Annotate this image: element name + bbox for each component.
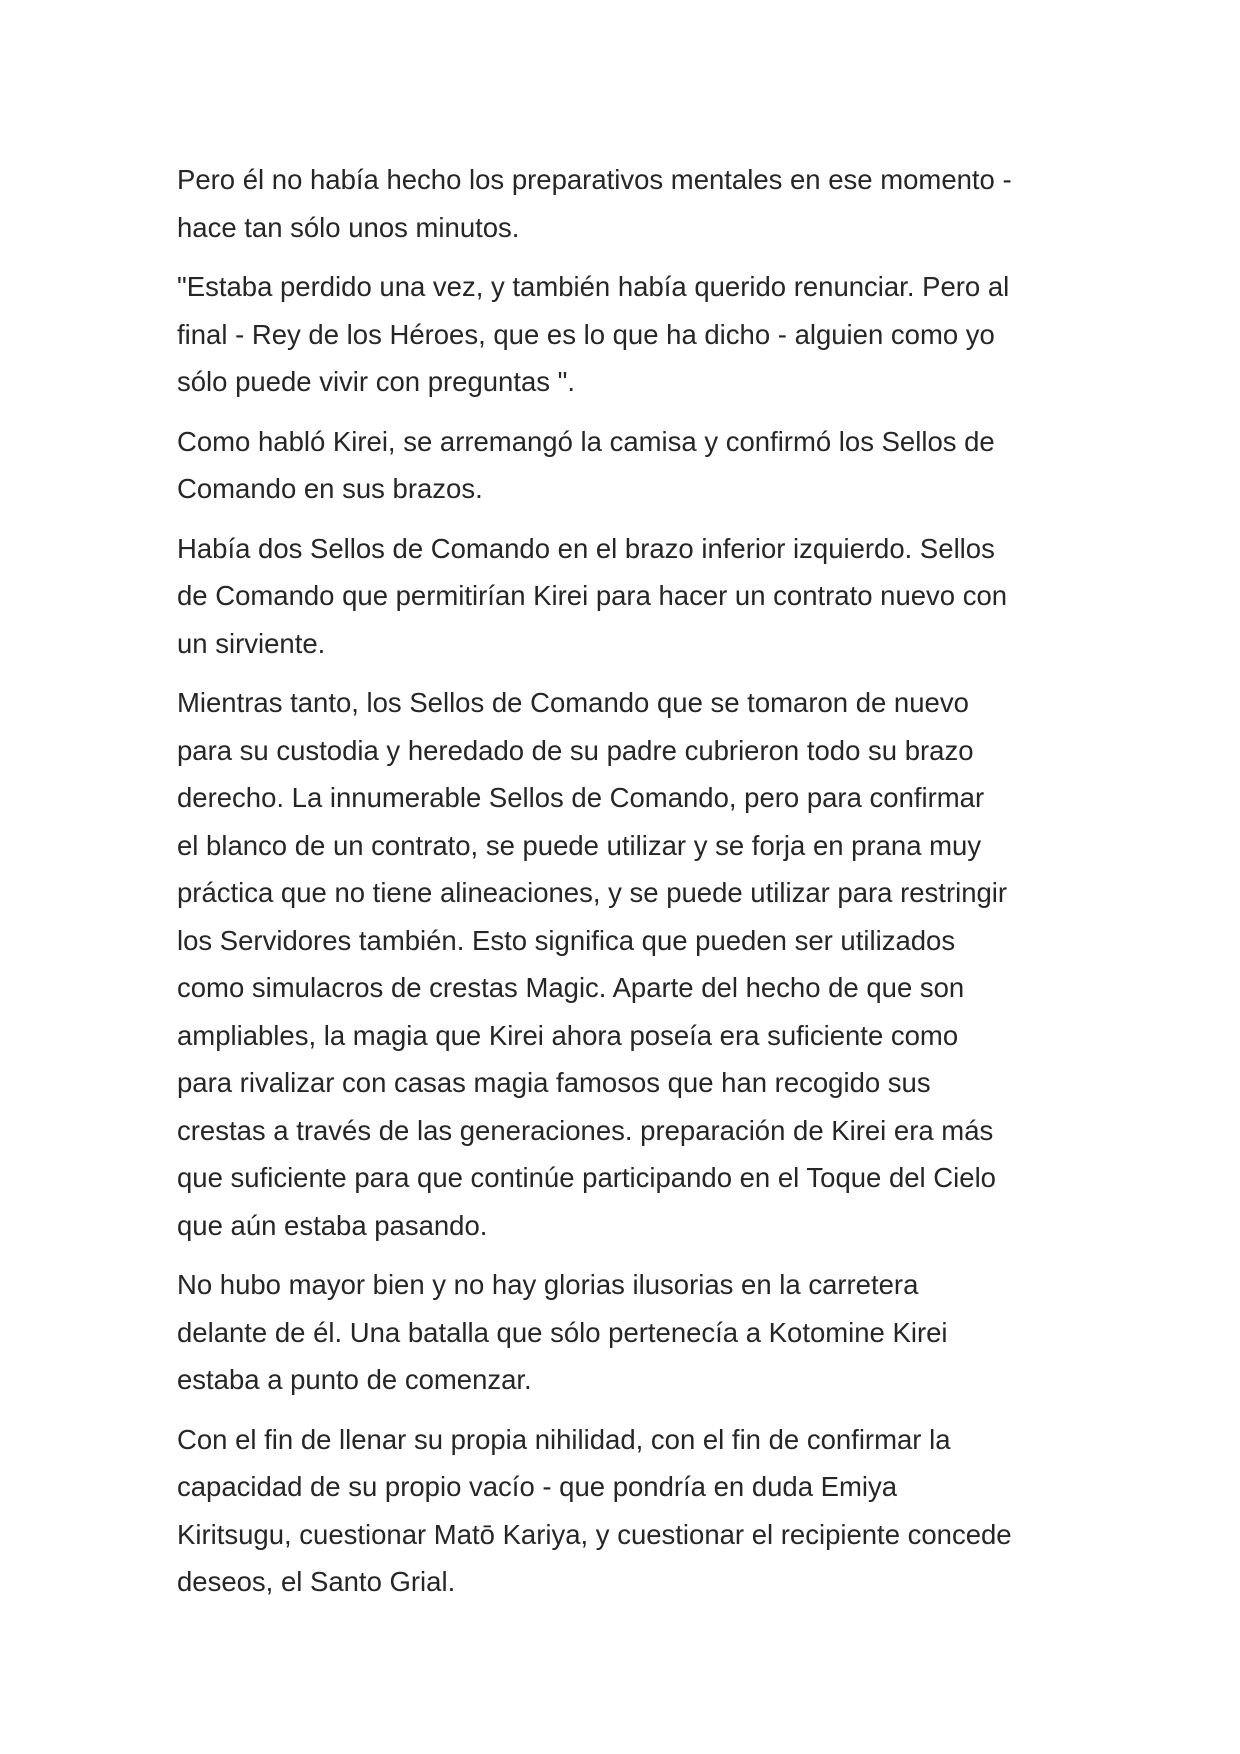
text-line: deseos, el Santo Grial. [177, 1566, 456, 1597]
paragraph [177, 679, 1082, 1249]
text-line: el blanco de un contrato, se puede utilizar y se forja en prana muy [177, 829, 982, 861]
paragraph [177, 1416, 1082, 1606]
text-line: un sirviente. [177, 627, 326, 659]
paragraph [177, 156, 1082, 251]
text-line: ampliables, la magia que Kirei ahora poseía era suficiente como [177, 1019, 959, 1051]
paragraph [177, 1261, 1082, 1404]
text-line: derecho. La innumerable Sellos de Comando, pero para confirmar [177, 782, 985, 813]
text-line: hace tan sólo unos minutos. [177, 211, 520, 243]
text-line: No hubo mayor bien y no hay glorias ilusorias en la carretera [177, 1269, 919, 1300]
text-line: capacidad de su propio vacío - que pondría en duda Emiya [177, 1471, 898, 1502]
paragraph [177, 263, 1082, 406]
text-line: estaba a punto de comenzar. [177, 1364, 532, 1395]
body-text [177, 156, 1082, 1618]
text-line: que suficiente para que continúe participando en el Toque del Cielo [177, 1162, 996, 1193]
text-line: los Servidores también. Esto significa que pueden ser utilizados [177, 924, 956, 956]
text-line: Con el fin de llenar su propia nihilidad, con el fin de confirmar la [177, 1423, 951, 1455]
text-line: "Estaba perdido una vez, y también había querido renunciar. Pero al [177, 271, 1010, 302]
text-line: de Comando que permitirían Kirei para hacer un contrato nuevo con [177, 580, 1008, 611]
text-line: Como habló Kirei, se arremangó la camisa y confirmó los Sellos de [177, 425, 995, 457]
text-line: Mientras tanto, los Sellos de Comando que se tomaron de nuevo [177, 687, 969, 718]
text-line: crestas a través de las generaciones. preparación de Kirei era más [177, 1114, 994, 1146]
text-line: como simulacros de crestas Magic. Aparte del hecho de que son [177, 972, 965, 1003]
text-line: práctica que no tiene alineaciones, y se puede utilizar para restringir [177, 877, 1008, 908]
paragraph [177, 525, 1082, 668]
text-line: que aún estaba pasando. [177, 1209, 488, 1241]
text-line: delante de él. Una batalla que sólo pertenecía a Kotomine Kirei [177, 1316, 948, 1348]
text-line: Había dos Sellos de Comando en el brazo inferior izquierdo. Sellos [177, 532, 995, 564]
text-line: Comando en sus brazos. [177, 473, 483, 504]
text-line: sólo puede vivir con preguntas ". [177, 366, 576, 397]
text-line: Pero él no había hecho los preparativos mentales en ese momento - [177, 164, 1012, 195]
paragraph [177, 418, 1082, 513]
text-line: Kiritsugu, cuestionar Matō Kariya, y cuestionar el recipiente concede [177, 1518, 1012, 1550]
text-line: final - Rey de los Héroes, que es lo que ha dicho - alguien como yo [177, 318, 995, 350]
text-line: para rivalizar con casas magia famosos que han recogido sus [177, 1067, 931, 1098]
text-line: para su custodia y heredado de su padre cubrieron todo su brazo [177, 734, 974, 766]
